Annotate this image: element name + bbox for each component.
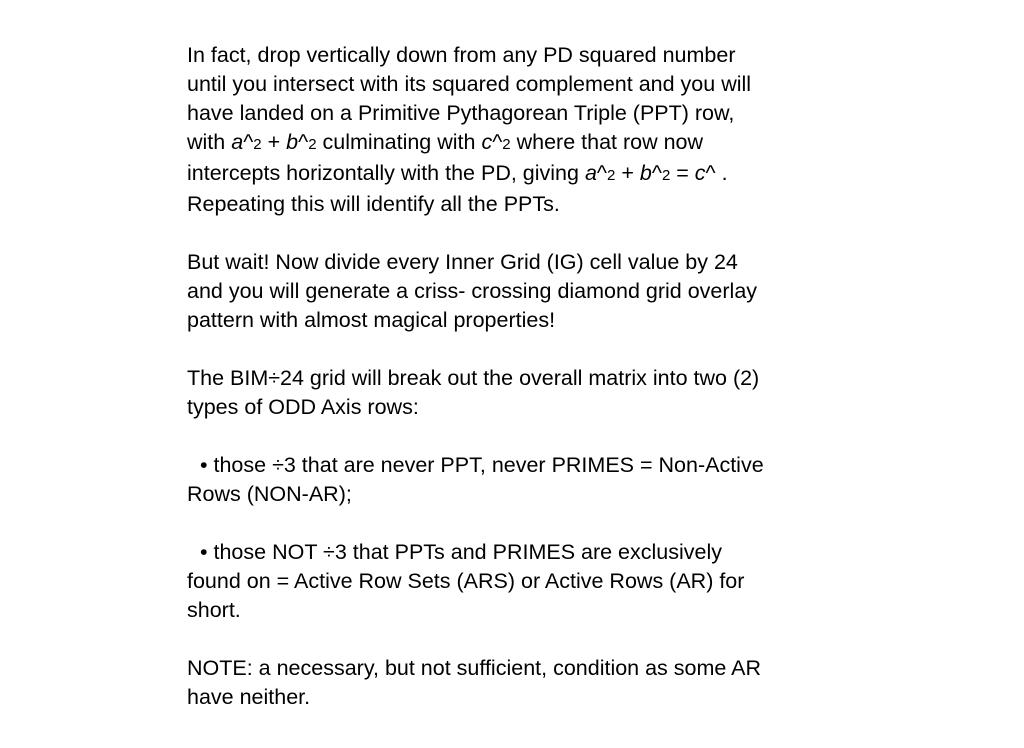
text-run: where that row now (510, 130, 704, 154)
bullet-active-rows (187, 538, 847, 625)
text-run: culminating with (316, 130, 482, 154)
text-line: pattern with almost magical properties! (187, 308, 556, 332)
variable-a: a (231, 130, 244, 154)
text-line: But wait! Now divide every Inner Grid (IG) cell value by 24 (187, 250, 738, 274)
caret: ^ (298, 130, 309, 154)
text-line: Repeating this will identify all the PPTs. (187, 192, 560, 216)
document-body (187, 41, 847, 712)
text-run: ^ . (705, 161, 728, 185)
text-line: have landed on a Primitive Pythagorean Triple (PPT) row, (187, 101, 735, 125)
paragraph-bim-grid (187, 364, 847, 422)
text-line: types of ODD Axis rows: (187, 395, 419, 419)
text-line: Rows (NON-AR); (187, 482, 352, 506)
text-line: found on = Active Row Sets (ARS) or Active Rows (AR) for (187, 569, 745, 593)
text-line: until you intersect with its squared complement and you will (187, 72, 752, 96)
paragraph-ppt-intro (187, 41, 847, 219)
caret: ^ (651, 161, 662, 185)
text-run: + (615, 161, 640, 185)
exponent: 2 (607, 167, 616, 184)
exponent: 2 (661, 167, 671, 184)
caret: ^ (492, 130, 503, 154)
text-run: = (670, 161, 695, 185)
exponent: 2 (253, 136, 262, 153)
text-line: have neither. (187, 685, 311, 709)
bullet-non-active-rows (187, 451, 847, 509)
bullet-text-line: • those NOT ÷3 that PPTs and PRIMES are exclusively (200, 540, 723, 564)
variable-b: b (639, 161, 652, 185)
paragraph-note (187, 654, 847, 712)
equation-line (187, 159, 847, 190)
exponent: 2 (308, 136, 317, 153)
text-line: NOTE: a necessary, but not sufficient, condition as some AR (187, 656, 762, 680)
variable-a: a (584, 161, 597, 185)
variable-c: c (481, 130, 493, 154)
bullet-text-line: • those ÷3 that are never PPT, never PRIMES = Non-Active (200, 453, 764, 477)
caret: ^ (596, 161, 608, 185)
text-line: short. (187, 598, 241, 622)
variable-c: c (694, 161, 706, 185)
text-line: and you will generate a criss- crossing diamond grid overlay (187, 279, 758, 303)
paragraph-but-wait (187, 248, 847, 335)
text-line: The BIM÷24 grid will break out the overall matrix into two (2) (187, 366, 760, 390)
text-run: + (261, 130, 287, 154)
text-line: In fact, drop vertically down from any PD squared number (187, 43, 736, 67)
exponent: 2 (502, 136, 511, 153)
caret: ^ (243, 130, 254, 154)
variable-b: b (286, 130, 299, 154)
text-run: intercepts horizontally with the PD, giving (187, 161, 585, 185)
equation-line (187, 128, 847, 159)
text-run: with (187, 130, 232, 154)
